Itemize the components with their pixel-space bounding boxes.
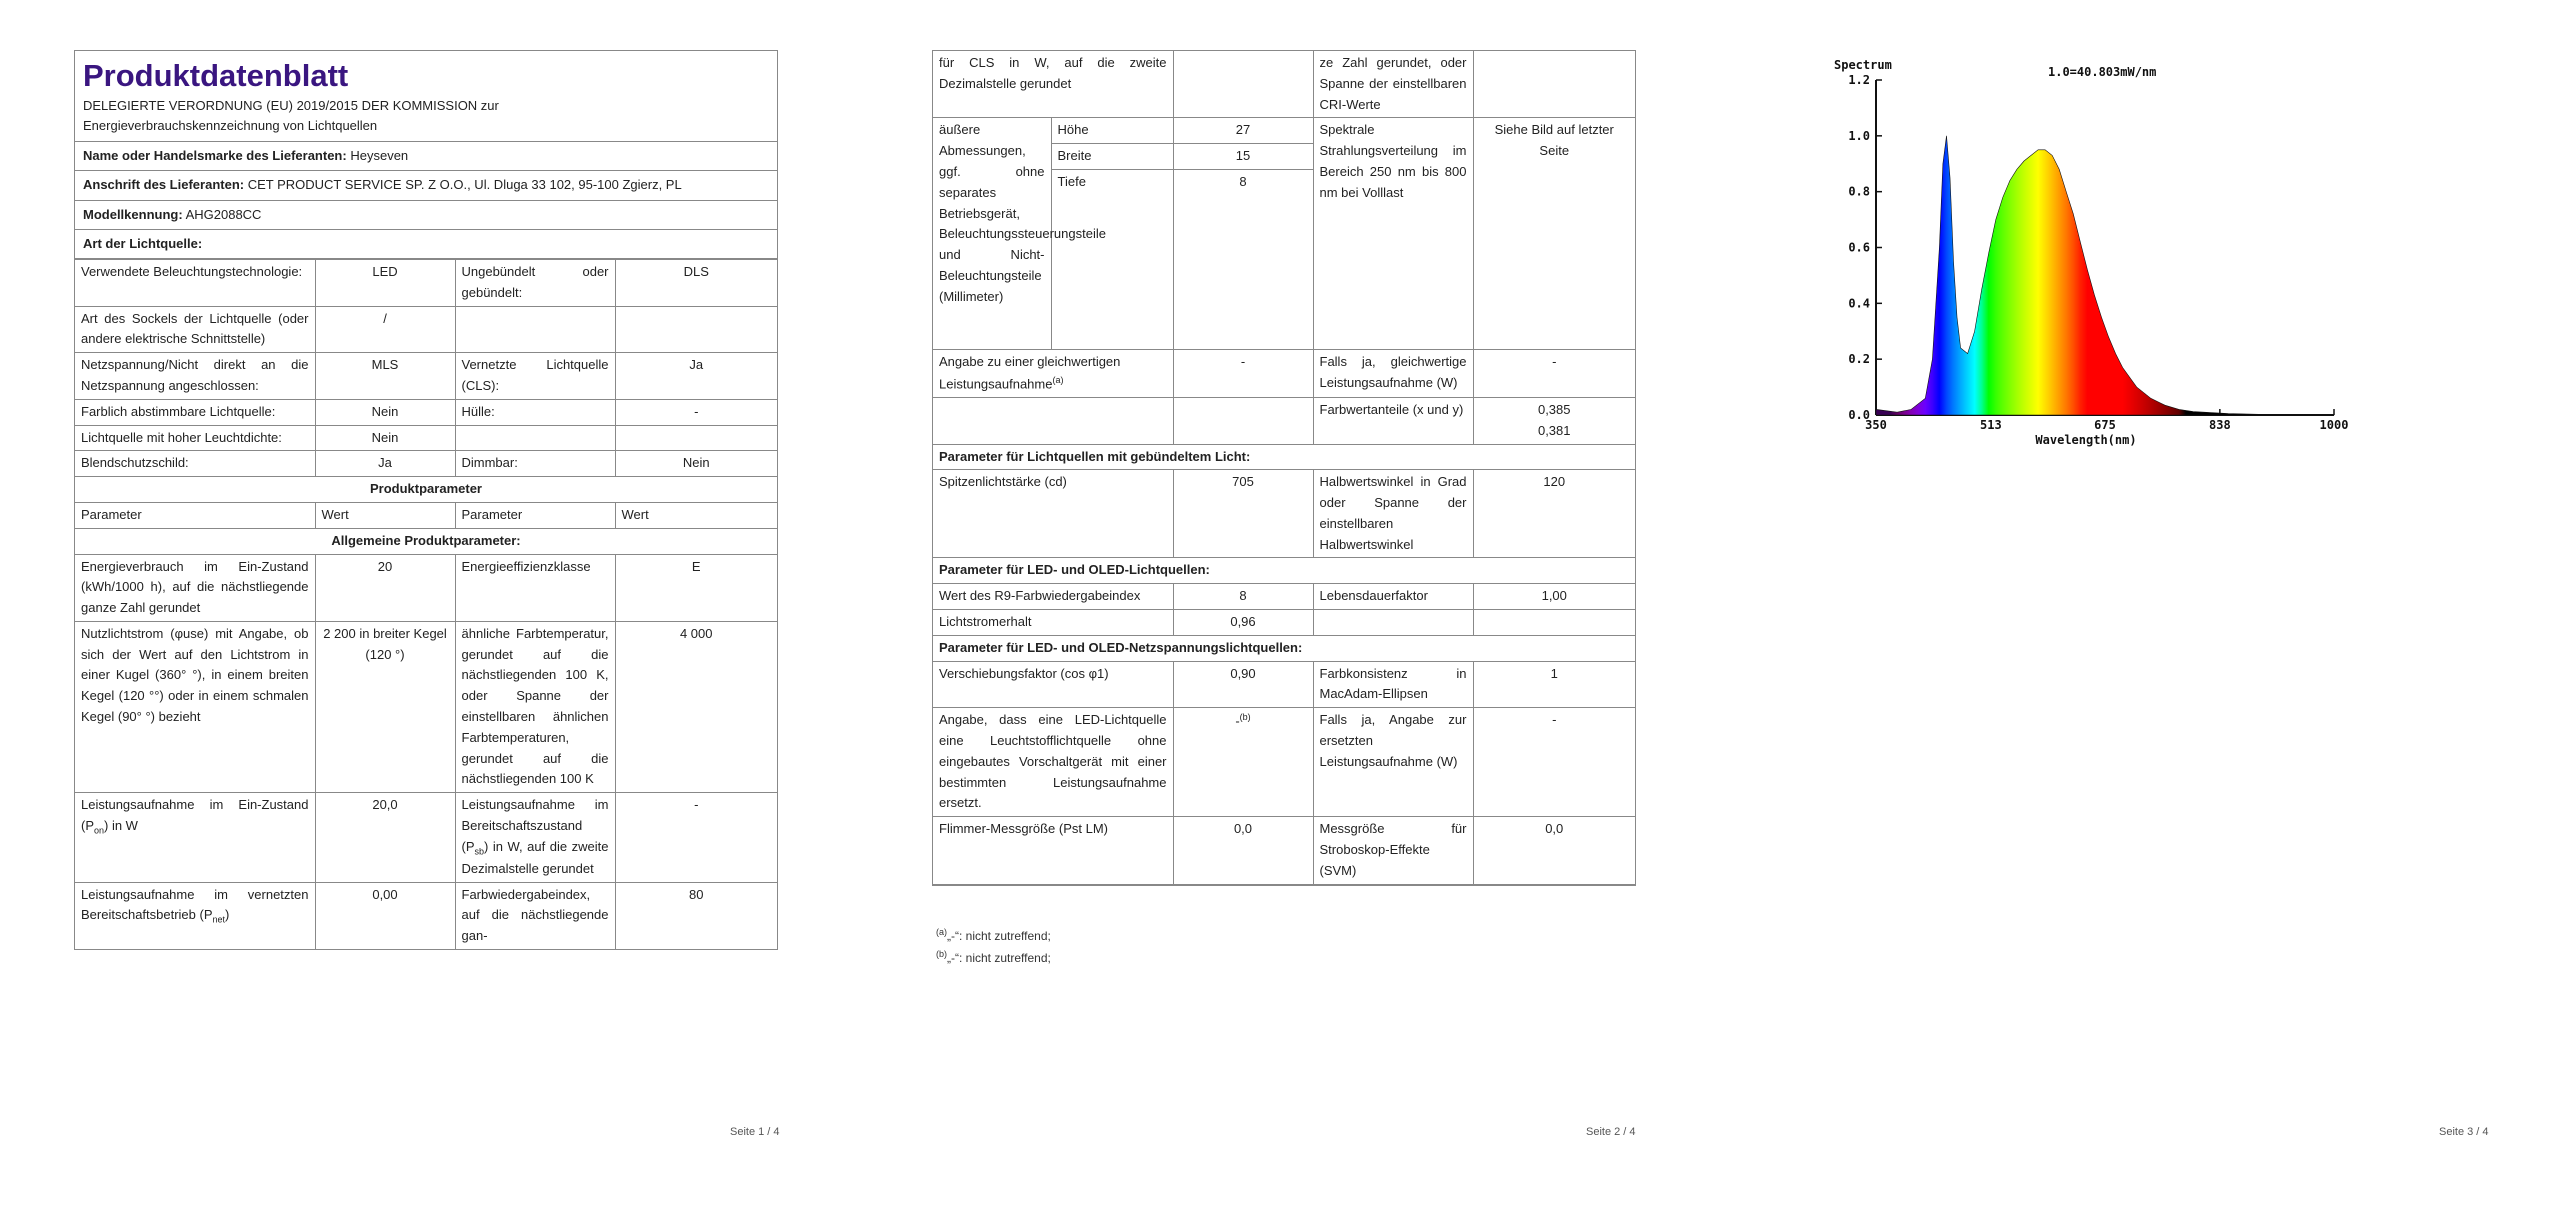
equivalent-power-yes-label: Falls ja, gleichwertige Leistungsaufnahme (W) — [1313, 349, 1473, 397]
beam-angle-label: Halbwertswinkel in Grad oder Spanne der einstellbaren Halbwertswinkel — [1313, 470, 1473, 558]
cls-standby-continued: für CLS in W, auf die zweite Dezimalstelle gerundet — [933, 51, 1173, 118]
parameters-table-continued — [933, 50, 1635, 885]
mains-label: Netzspannung/Nicht direkt an die Netzspannung angeschlossen: — [75, 353, 315, 400]
equivalent-power-value: - — [1173, 349, 1313, 397]
cri-value: 80 — [615, 882, 777, 949]
spectrum-chart — [1826, 55, 2386, 465]
stroboscopic-value: 0,0 — [1473, 817, 1635, 884]
replacement-power-label: Falls ja, Angabe zur ersetzten Leistungsaufnahme (W) — [1313, 708, 1473, 817]
chromaticity-value — [1473, 397, 1635, 444]
energy-class-label: Energieeffizienzklasse — [455, 554, 615, 621]
depth-label: Tiefe — [1051, 169, 1173, 349]
table-header-row — [75, 502, 777, 528]
page-3 — [1706, 0, 2560, 1206]
table-row — [75, 793, 777, 882]
useful-flux-label: Nutzlichtstrom (φuse) mit Angabe, ob sich der Wert auf den Lichtstrom in einer Kugel (360° °), in einem breiten Kegel (120 °°) oder in einem schmalen Kegel (90° °) bezieht — [75, 621, 315, 792]
empty-cell — [455, 425, 615, 451]
y-tick-label: 0.4 — [1848, 296, 1870, 311]
flicker-value: 0,0 — [1173, 817, 1313, 884]
displacement-factor-label: Verschiebungsfaktor (cos φ1) — [933, 661, 1173, 708]
height-value: 27 — [1173, 118, 1313, 144]
spectral-distribution-label: Spektrale Strahlungsverteilung im Bereich 250 nm bis 800 nm bei Volllast — [1313, 118, 1473, 350]
peak-intensity-value: 705 — [1173, 470, 1313, 558]
light-source-type-header: Art der Lichtquelle: — [75, 230, 777, 259]
column-header-parameter: Parameter — [455, 502, 615, 528]
spectrum-area — [1876, 136, 2334, 415]
table-row — [933, 584, 1635, 610]
cct-label: ähnliche Farbtemperatur, gerundet auf die nächstliegenden 100 K, oder Spanne der einstellbaren ähnlichen Farbtemperaturen, gerundet auf die nächstliegenden 100 K — [455, 621, 615, 792]
product-params-header: Produktparameter — [75, 477, 777, 503]
table-row — [75, 353, 777, 400]
regulation-line-2: Energieverbrauchskennzeichnung von Lichtquellen — [83, 117, 378, 133]
replacement-power-value: - — [1473, 708, 1635, 817]
height-label: Höhe — [1051, 118, 1173, 144]
table-row — [933, 635, 1635, 661]
tech-value: LED — [315, 259, 455, 306]
model-row — [75, 201, 777, 230]
r9-label: Wert des R9-Farbwiedergabeindex — [933, 584, 1173, 610]
empty-cell — [455, 306, 615, 353]
chart-title: Spectrum — [1834, 58, 1892, 72]
led-oled-header: Parameter für LED- und OLED-Lichtquellen: — [933, 558, 1635, 584]
table-row — [75, 399, 777, 425]
table-row — [75, 259, 777, 306]
table-row — [933, 470, 1635, 558]
energy-class-value: E — [615, 554, 777, 621]
tech-label: Verwendete Beleuchtungstechnologie: — [75, 259, 315, 306]
page-2 — [853, 0, 1706, 1206]
table-row — [75, 451, 777, 477]
replacement-claim-value: -$^{(b)}$ — [1173, 708, 1313, 817]
useful-flux-value: 2 200 in breiter Kegel (120 °) — [315, 621, 455, 792]
on-mode-power-value: 20,0 — [315, 793, 455, 882]
socket-label: Art des Sockels der Lichtquelle (oder andere elektrische Schnittstelle) — [75, 306, 315, 353]
page-title: Produktdatenblatt — [83, 58, 349, 93]
envelope-label: Hülle: — [455, 399, 615, 425]
cct-value: 4 000 — [615, 621, 777, 792]
displacement-factor-value: 0,90 — [1173, 661, 1313, 708]
dimmable-value: Nein — [615, 451, 777, 477]
table-row — [933, 51, 1635, 118]
table-row — [75, 882, 777, 949]
table-row — [75, 477, 777, 503]
datasheet-frame — [74, 50, 778, 950]
table-row — [933, 558, 1635, 584]
high-luminance-value: Nein — [315, 425, 455, 451]
energy-consumption-value: 20 — [315, 554, 455, 621]
empty-cell — [1173, 397, 1313, 444]
cls-label: Vernetzte Lichtquelle (CLS): — [455, 353, 615, 400]
spectral-distribution-value: Siehe Bild auf letzter Seite — [1473, 118, 1635, 350]
y-tick-label: 0.2 — [1848, 352, 1870, 367]
page-1 — [0, 0, 853, 1206]
y-tick-label: 1.2 — [1848, 73, 1870, 87]
x-axis-label: Wavelength(nm) — [2035, 433, 2137, 447]
column-header-parameter: Parameter — [75, 502, 315, 528]
antiglare-label: Blendschutzschild: — [75, 451, 315, 477]
standby-power-label: Leistungsaufnahme im Bereitschaftszustand $(P_{sb})$ in W, auf die zweite Dezimalstelle gerundet — [455, 793, 615, 882]
socket-value: / — [315, 306, 455, 353]
color-tunable-label: Farblich abstimmbare Lichtquelle: — [75, 399, 315, 425]
networked-standby-label: Leistungsaufnahme im vernetzten Bereitschaftsbetrieb $(P_{net})$ — [75, 882, 315, 949]
width-value: 15 — [1173, 144, 1313, 170]
flicker-label: Flimmer-Messgröße (Pst LM) — [933, 817, 1173, 884]
general-params-header: Allgemeine Produktparameter: — [75, 528, 777, 554]
empty-cell — [1473, 610, 1635, 636]
datasheet-frame — [932, 50, 1636, 886]
x-tick-label: 675 — [2094, 418, 2116, 432]
column-header-value: Wert — [615, 502, 777, 528]
empty-cell — [1313, 610, 1473, 636]
model-label: Modellkennung: — [83, 206, 183, 222]
regulation-line-1: DELEGIERTE VERORDNUNG (EU) 2019/2015 DER KOMMISSION zur — [83, 98, 499, 114]
footnote-a: $^{(a)}$„-“: nicht zutreffend; — [936, 927, 1051, 943]
width-label: Breite — [1051, 144, 1173, 170]
footnote-b: $^{(b)}$„-“: nicht zutreffend; — [936, 949, 1051, 965]
color-tunable-value: Nein — [315, 399, 455, 425]
y-tick-label: 0.0 — [1848, 408, 1870, 422]
equivalent-power-label: Angabe zu einer gleichwertigen Leistungsaufnahme$^{(a)}$ — [933, 349, 1173, 397]
chromaticity-y: 0,381 — [1537, 422, 1571, 438]
empty-cell — [615, 425, 777, 451]
cri-label: Farbwiedergabeindex, auf die nächstliegende gan- — [455, 882, 615, 949]
cri-continued: ze Zahl gerundet, oder Spanne der einstellbaren CRI-Werte — [1313, 51, 1473, 118]
chart-annotation: 1.0=40.803mW/nm — [2048, 65, 2157, 79]
r9-value: 8 — [1173, 584, 1313, 610]
address-value: CET PRODUCT SERVICE SP. Z O.O., Ul. Dluga 33 102, 95-100 Zgierz, PL — [247, 177, 682, 193]
light-source-table — [75, 259, 777, 950]
table-row — [75, 528, 777, 554]
address-row — [75, 171, 777, 200]
table-row — [933, 708, 1635, 817]
bundled-label: Ungebündelt oder gebündelt: — [455, 259, 615, 306]
model-value: AHG2088CC — [185, 206, 262, 222]
supplier-value: Heyseven — [350, 148, 409, 164]
empty-cell — [1473, 51, 1635, 118]
cls-value: Ja — [615, 353, 777, 400]
table-row — [933, 817, 1635, 884]
column-header-value: Wert — [315, 502, 455, 528]
table-row — [933, 444, 1635, 470]
survival-factor-label: Lebensdauerfaktor — [1313, 584, 1473, 610]
y-tick-label: 0.6 — [1848, 240, 1870, 255]
empty-cell — [933, 397, 1173, 444]
table-row — [933, 397, 1635, 444]
table-row — [75, 554, 777, 621]
color-consistency-value: 1 — [1473, 661, 1635, 708]
chromaticity-label: Farbwertanteile (x und y) — [1313, 397, 1473, 444]
stroboscopic-label: Messgröße für Stroboskop-Effekte (SVM) — [1313, 817, 1473, 884]
table-row — [75, 425, 777, 451]
page-number: Seite 2 / 4 — [1586, 1126, 1636, 1138]
table-row — [75, 306, 777, 353]
table-row — [933, 118, 1635, 144]
table-row — [933, 661, 1635, 708]
directional-header: Parameter für Lichtquellen mit gebündeltem Licht: — [933, 444, 1635, 470]
equivalent-power-yes-value: - — [1473, 349, 1635, 397]
x-tick-label: 1000 — [2319, 418, 2349, 432]
page-number: Seite 3 / 4 — [2439, 1126, 2489, 1138]
empty-cell — [1173, 51, 1313, 118]
peak-intensity-label: Spitzenlichtstärke (cd) — [933, 470, 1173, 558]
color-consistency-label: Farbkonsistenz in MacAdam-Ellipsen — [1313, 661, 1473, 708]
x-tick-label: 350 — [1865, 418, 1887, 432]
x-tick-label: 838 — [2209, 418, 2231, 432]
y-tick-label: 1.0 — [1848, 128, 1870, 143]
depth-value: 8 — [1173, 169, 1313, 349]
replacement-claim-label: Angabe, dass eine LED-Lichtquelle eine Leuchtstofflichtquelle ohne eingebautes Vorschaltgerät mit einer bestimmten Leistungsaufnahme ersetzt. — [933, 708, 1173, 817]
lumen-maintenance-value: 0,96 — [1173, 610, 1313, 636]
bundled-value: DLS — [615, 259, 777, 306]
page-number: Seite 1 / 4 — [730, 1126, 780, 1138]
regulation-reference — [75, 94, 777, 142]
table-row — [75, 621, 777, 792]
envelope-value: - — [615, 399, 777, 425]
empty-cell — [615, 306, 777, 353]
table-row — [933, 349, 1635, 397]
energy-consumption-label: Energieverbrauch im Ein-Zustand (kWh/1000 h), auf die nächstliegende ganze Zahl gerundet — [75, 554, 315, 621]
beam-angle-value: 120 — [1473, 470, 1635, 558]
mains-led-header: Parameter für LED- und OLED-Netzspannungslichtquellen: — [933, 635, 1635, 661]
antiglare-value: Ja — [315, 451, 455, 477]
footnotes — [936, 925, 1051, 969]
address-label: Anschrift des Lieferanten: — [83, 177, 245, 193]
networked-standby-value: 0,00 — [315, 882, 455, 949]
x-tick-label: 513 — [1980, 418, 2002, 432]
y-tick-label: 0.8 — [1848, 184, 1870, 199]
table-row — [933, 610, 1635, 636]
supplier-row — [75, 142, 777, 171]
dimmable-label: Dimmbar: — [455, 451, 615, 477]
high-luminance-label: Lichtquelle mit hoher Leuchtdichte: — [75, 425, 315, 451]
on-mode-power-label: Leistungsaufnahme im Ein-Zustand $(P_{on})$ in W — [75, 793, 315, 882]
supplier-label: Name oder Handelsmarke des Lieferanten: — [83, 148, 347, 164]
mains-value: MLS — [315, 353, 455, 400]
standby-power-value: - — [615, 793, 777, 882]
chromaticity-x: 0,385 — [1537, 401, 1571, 417]
survival-factor-value: 1,00 — [1473, 584, 1635, 610]
dimensions-label: äußere Abmessungen, ggf. ohne separates Betriebsgerät, Beleuchtungssteuerungsteile und Nicht-Beleuchtungsteile (Millimeter) — [933, 118, 1051, 350]
lumen-maintenance-label: Lichtstromerhalt — [933, 610, 1173, 636]
